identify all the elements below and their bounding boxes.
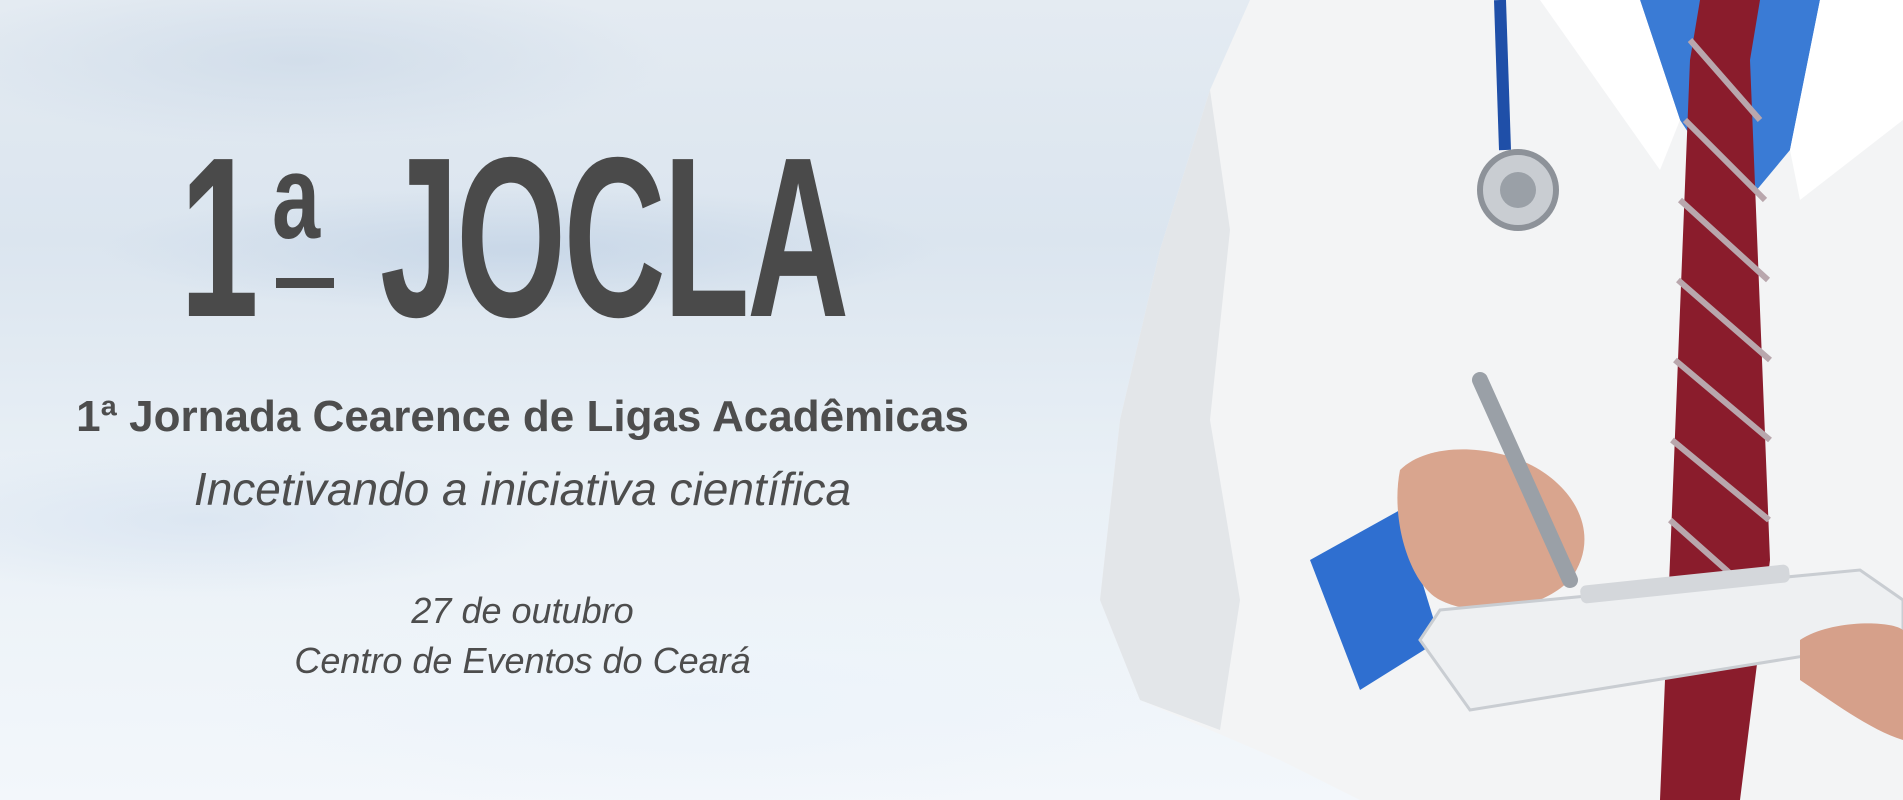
event-tagline: Incetivando a iniciativa científica xyxy=(193,463,852,515)
event-full-name: 1ª Jornada Cearence de Ligas Acadêmicas xyxy=(76,392,969,441)
title-acronym: JOCLA xyxy=(380,111,847,365)
doctor-holding-clipboard-icon xyxy=(1100,0,1903,800)
title-number: 1 xyxy=(180,111,255,365)
event-date: 27 de outubro xyxy=(411,590,634,631)
stethoscope-tube xyxy=(1500,0,1505,150)
title-ordinal: a xyxy=(272,130,321,264)
event-title xyxy=(180,111,880,368)
ordinal-underline xyxy=(276,278,334,288)
event-venue: Centro de Eventos do Ceará xyxy=(294,640,751,681)
